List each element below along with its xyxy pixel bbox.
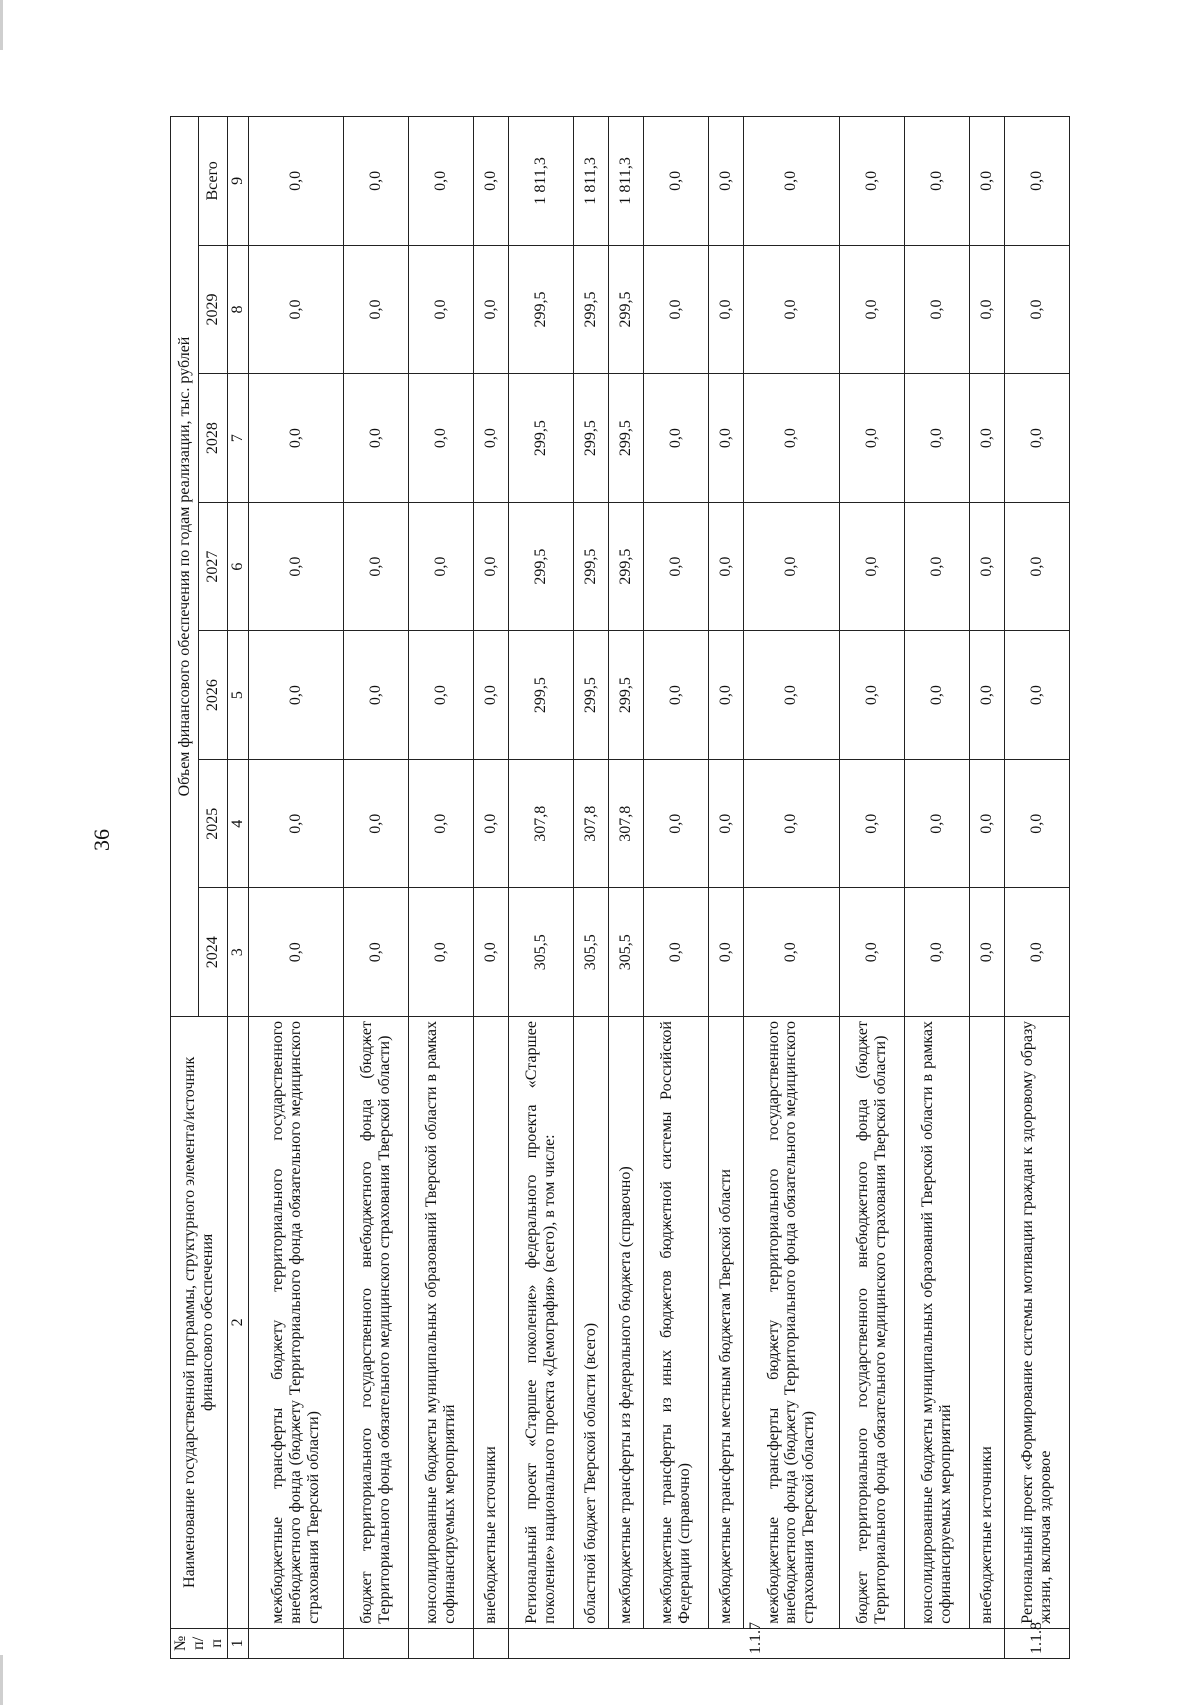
table-row [904,117,969,1659]
row-year-value: 0,0 [248,245,343,374]
row-year-value: 0,0 [1004,631,1069,760]
row-year-value: 0,0 [343,502,408,631]
row-source-name: внебюджетные источники [473,1017,508,1629]
row-year-value: 0,0 [839,374,904,503]
column-index: 2 [227,1017,248,1629]
row-total-value: 0,0 [904,117,969,246]
row-source-name: бюджет территориального государственного внебюджетного фонда (бюджет Территориального фонда обязательного медицинского страхования Тверской области) [343,1017,408,1629]
row-year-value: 299,5 [609,631,644,760]
row-year-value: 299,5 [609,502,644,631]
row-year-value: 299,5 [509,631,574,760]
row-year-value: 0,0 [1004,759,1069,888]
row-year-value: 0,0 [644,631,709,760]
row-year-value: 307,8 [574,759,609,888]
row-number [408,1628,473,1658]
row-year-value: 299,5 [574,502,609,631]
table-row [644,117,709,1659]
row-source-name: межбюджетные трансферты из иных бюджетов бюджетной системы Российской Федерации (справочно) [644,1017,709,1629]
row-year-value: 0,0 [744,888,839,1017]
row-year-value: 0,0 [343,631,408,760]
row-year-value: 0,0 [744,245,839,374]
row-year-value: 0,0 [248,502,343,631]
row-year-value: 0,0 [473,502,508,631]
row-total-value: 0,0 [408,117,473,246]
header-row-index [227,117,248,1659]
row-year-value: 0,0 [1004,374,1069,503]
row-year-value: 0,0 [408,502,473,631]
row-year-value: 299,5 [574,245,609,374]
row-number: 1.1.7 [509,1628,1005,1658]
row-source-name: консолидированные бюджеты муниципальных образований Тверской области в рамках софинансируемых мероприятий [904,1017,969,1629]
row-year-value: 305,5 [609,888,644,1017]
row-source-name: Региональный проект «Формирование системы мотивации граждан к здоровому образу жизни, включая здоровое [1004,1017,1069,1629]
row-year-value: 0,0 [839,759,904,888]
row-year-value: 0,0 [248,631,343,760]
header-year: 2027 [199,502,227,631]
table-row [248,117,343,1659]
header-name: Наименование государственной программы, структурного элемента/источник финансового обеспечения [171,1017,228,1629]
row-year-value: 0,0 [473,759,508,888]
row-source-name: межбюджетные трансферты из федерального бюджета (справочно) [609,1017,644,1629]
scan-edge-mark [0,1655,3,1705]
column-index: 1 [227,1628,248,1658]
row-year-value: 0,0 [1004,888,1069,1017]
row-total-value: 1 811,3 [609,117,644,246]
row-year-value: 0,0 [473,631,508,760]
row-year-value: 0,0 [644,245,709,374]
row-year-value: 307,8 [509,759,574,888]
row-year-value: 0,0 [709,631,744,760]
row-year-value: 0,0 [473,245,508,374]
column-index: 8 [227,245,248,374]
row-year-value: 0,0 [408,631,473,760]
row-year-value: 0,0 [248,759,343,888]
row-total-value: 0,0 [1004,117,1069,246]
row-year-value: 299,5 [509,502,574,631]
header-row-main [171,117,199,1659]
row-year-value: 0,0 [343,374,408,503]
row-year-value: 299,5 [574,631,609,760]
header-total: Всего [199,117,227,246]
row-year-value: 0,0 [904,502,969,631]
row-total-value: 0,0 [709,117,744,246]
table-row [1004,117,1069,1659]
row-year-value: 0,0 [709,502,744,631]
row-total-value: 0,0 [248,117,343,246]
table-row [609,117,644,1659]
column-index: 7 [227,374,248,503]
row-year-value: 0,0 [839,502,904,631]
row-year-value: 305,5 [509,888,574,1017]
row-year-value: 0,0 [744,631,839,760]
header-group: Объем финансового обеспечения по годам реализации, тыс. рублей [171,117,199,1017]
row-year-value: 0,0 [644,374,709,503]
header-year: 2024 [199,888,227,1017]
row-total-value: 0,0 [839,117,904,246]
table-row [839,117,904,1659]
row-year-value: 0,0 [343,888,408,1017]
rotated-sheet [170,116,1055,1659]
row-year-value: 299,5 [609,374,644,503]
row-year-value: 0,0 [1004,245,1069,374]
row-year-value: 0,0 [744,759,839,888]
table-row [709,117,744,1659]
header-year: 2029 [199,245,227,374]
row-year-value: 299,5 [609,245,644,374]
row-total-value: 0,0 [969,117,1004,246]
row-year-value: 0,0 [904,374,969,503]
table-row [969,117,1004,1659]
row-year-value: 0,0 [709,759,744,888]
row-total-value: 1 811,3 [509,117,574,246]
row-year-value: 0,0 [1004,502,1069,631]
table-body [248,117,1069,1659]
row-year-value: 299,5 [509,245,574,374]
row-source-name: внебюджетные источники [969,1017,1004,1629]
column-index: 3 [227,888,248,1017]
table-row [408,117,473,1659]
row-year-value: 0,0 [904,245,969,374]
row-year-value: 0,0 [709,888,744,1017]
table-row [343,117,408,1659]
row-total-value: 0,0 [644,117,709,246]
row-year-value: 0,0 [644,888,709,1017]
row-number [473,1628,508,1658]
row-source-name: областной бюджет Тверской области (всего) [574,1017,609,1629]
row-year-value: 299,5 [574,374,609,503]
row-total-value: 1 811,3 [574,117,609,246]
row-year-value: 0,0 [644,502,709,631]
row-year-value: 0,0 [969,374,1004,503]
row-year-value: 0,0 [644,759,709,888]
row-year-value: 0,0 [969,759,1004,888]
column-index: 4 [227,759,248,888]
row-number: 1.1.8 [1004,1628,1069,1658]
row-year-value: 0,0 [709,245,744,374]
row-year-value: 0,0 [343,759,408,888]
row-year-value: 0,0 [709,374,744,503]
row-year-value: 0,0 [473,888,508,1017]
row-total-value: 0,0 [744,117,839,246]
row-year-value: 0,0 [248,888,343,1017]
column-index: 9 [227,117,248,246]
table-row [509,117,574,1659]
row-year-value: 0,0 [969,502,1004,631]
page-number: 36 [89,829,114,851]
row-year-value: 0,0 [969,888,1004,1017]
column-index: 6 [227,502,248,631]
row-year-value: 0,0 [904,888,969,1017]
row-source-name: межбюджетные трансферты местным бюджетам Тверской области [709,1017,744,1629]
row-year-value: 0,0 [839,631,904,760]
row-year-value: 0,0 [839,245,904,374]
table-row [473,117,508,1659]
row-source-name: межбюджетные трансферты бюджету территориального государственного внебюджетного фонда (бюджету Территориального фонда обязательного медицинского страхования Тверской области) [744,1017,839,1629]
row-year-value: 0,0 [248,374,343,503]
header-year: 2026 [199,631,227,760]
row-year-value: 307,8 [609,759,644,888]
row-year-value: 0,0 [408,759,473,888]
financing-table [170,116,1070,1659]
row-year-value: 0,0 [408,245,473,374]
row-source-name: консолидированные бюджеты муниципальных образований Тверской области в рамках софинансируемых мероприятий [408,1017,473,1629]
row-total-value: 0,0 [343,117,408,246]
row-year-value: 305,5 [574,888,609,1017]
header-year: 2028 [199,374,227,503]
column-index: 5 [227,631,248,760]
table-row [574,117,609,1659]
row-source-name: межбюджетные трансферты бюджету территориального государственного внебюджетного фонда (бюджету Территориального фонда обязательного медицинского страхования Тверской области) [248,1017,343,1629]
row-year-value: 0,0 [969,245,1004,374]
row-year-value: 0,0 [408,374,473,503]
row-year-value: 0,0 [408,888,473,1017]
row-year-value: 299,5 [509,374,574,503]
row-year-value: 0,0 [343,245,408,374]
row-year-value: 0,0 [904,631,969,760]
scan-edge-mark [0,0,3,50]
row-year-value: 0,0 [969,631,1004,760]
row-source-name: Региональный проект «Старшее поколение» федерального проекта «Старшее поколение» национального проекта «Демография» (всего), в том числе: [509,1017,574,1629]
row-year-value: 0,0 [904,759,969,888]
row-source-name: бюджет территориального государственного внебюджетного фонда (бюджет Территориального фонда обязательного медицинского страхования Тверской области) [839,1017,904,1629]
row-number [248,1628,343,1658]
row-number [343,1628,408,1658]
row-year-value: 0,0 [744,502,839,631]
row-year-value: 0,0 [839,888,904,1017]
row-year-value: 0,0 [473,374,508,503]
header-num: № п/п [171,1628,228,1658]
row-year-value: 0,0 [744,374,839,503]
table-row [744,117,839,1659]
header-year: 2025 [199,759,227,888]
row-total-value: 0,0 [473,117,508,246]
